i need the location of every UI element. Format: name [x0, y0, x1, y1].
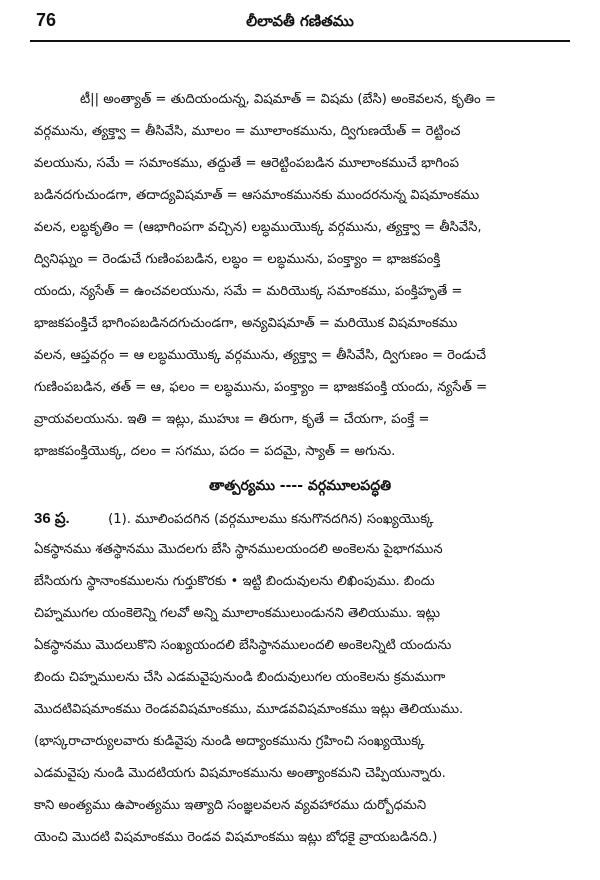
problem-line: ఏకస్థానము మొదలుకొని సంఖ్యయందలి బేసిస్థానములందలి అంకెలన్నిటి యందును [34, 638, 452, 653]
commentary-line: బడినదగుచుండగా, తదాద్యవిషమాత్ = ఆసమాంకమునకు ముందరనున్న విషమాంకము [34, 188, 480, 203]
problem-line: చిహ్నముగల యంకెలెన్ని గలవో అన్ని మూలాంకములుండునని తెలియుము. ఇట్లు [34, 606, 441, 621]
commentary-line: వలన, లబ్ధకృతిం = (ఆభాగింపగా వచ్చిన) లబ్ధముయొక్క వర్గమును, త్యక్త్వా = తీసివేసి, [34, 220, 482, 235]
problem-line: ఏకస్థానము శతస్థానము మొదలగు బేసి స్థానములయందలి అంకెలను పైభాగమున [34, 542, 443, 557]
commentary-line: గుణింపబడిన, తత్ = ఆ, ఫలం = లబ్ధమును, పంక్త్యాం = భాజకపంక్తి యందు, న్యసేత్ = [34, 380, 488, 395]
commentary-line: ద్వినిఘ్నం = రెండుచే గుణింపబడిన, లబ్ధం = లబ్ధమును, పంక్త్యాం = భాజకపంక్తి [34, 252, 441, 267]
commentary-line: భాజకపంక్తియొక్క, దలం = సగము, పదం = పదమై, స్యాత్ = అగును. [34, 444, 396, 459]
problem-first-line [34, 510, 582, 531]
problem-line: (భాస్కరాచార్యులవారు కుడివైపు నుండి అద్యాంకమును గ్రహించి సంఖ్యయొక్క [34, 734, 425, 749]
commentary-line: టీ|| అంత్యాత్ = తుదియందున్న, విషమాత్ = విషమ (బేసి) అంకెవలన, కృతిం = [80, 92, 496, 107]
commentary-line: వర్గమును, త్యక్త్వా = తీసివేసి, మూలం = మూలాంకమును, ద్విగుణయేత్ = రెట్టించ [34, 124, 461, 139]
page-number: 76 [36, 10, 57, 30]
problem-line: ఎడమవైపు నుండి మొదటియగు విషమాంకమును అంత్యాంకమని చెప్పియున్నారు. [34, 766, 446, 781]
section-heading: తాత్పర్యము ---- వర్గమూలపద్ధతి [208, 478, 392, 494]
header-rule [30, 40, 570, 42]
commentary-line: యందు, న్యసేత్ = ఉంచవలయును, సమే = మరియొక్క సమాంకము, పంక్తిహృతే = [34, 284, 463, 299]
problem-line: బేసియగు స్థానాంకములను గుర్తుకొరకు • ఇట్టి బిందువులను లిఖింపుము. బిందు [34, 574, 435, 589]
commentary-line: వ్రాయవలయును. ఇతి = ఇట్లు, ముహుః = తిరుగా, కృతే = చేయగా, పంక్తే = [34, 412, 430, 427]
commentary-line: వలన, ఆప్తవర్గం = ఆ లబ్ధముయొక్క వర్గమును, త్యక్త్వా = తీసివేసి, ద్విగుణం = రెండుచే [34, 348, 487, 363]
problem-line: బిందు చిహ్నములను చేసి ఎడమవైపునుండి బిందువులుగల యంకెలను క్రమముగా [34, 670, 446, 685]
commentary-line: వలయును, సమే = సమాంకము, తద్దుతే = ఆరెట్టింపబడిన మూలాంకముచే భాగింప [34, 156, 459, 171]
commentary-line: భాజకపంక్తిచే భాగింపబడినదగుచుండగా, అన్యవిషమాత్ = మరియొక విషమాంకము [34, 316, 458, 331]
problem-line: యెంచి మొదటి విషమాంకము రెండవ విషమాంకము ఇట్లు బోధకై వ్రాయబడినది.) [34, 830, 438, 845]
problem-line: కాని అంత్యము ఉపాంత్యము ఇత్యాది సంజ్ఞలవలన వ్యవహారము దుర్బోధమని [34, 798, 427, 813]
problem-line: (1). మూలింపదగిన (వర్గమూలము కనుగొనదగిన) సంఖ్యయొక్క [108, 512, 434, 527]
problem-number: 36 ప్ర. [34, 510, 70, 527]
problem-line: మొదటివిషమాంకము రెండవవిషమాంకము, మూడవవిషమాంకము ఇట్లు తెలియుము. [34, 702, 464, 717]
running-header-title: లీలావతీ గణితము [246, 12, 354, 30]
